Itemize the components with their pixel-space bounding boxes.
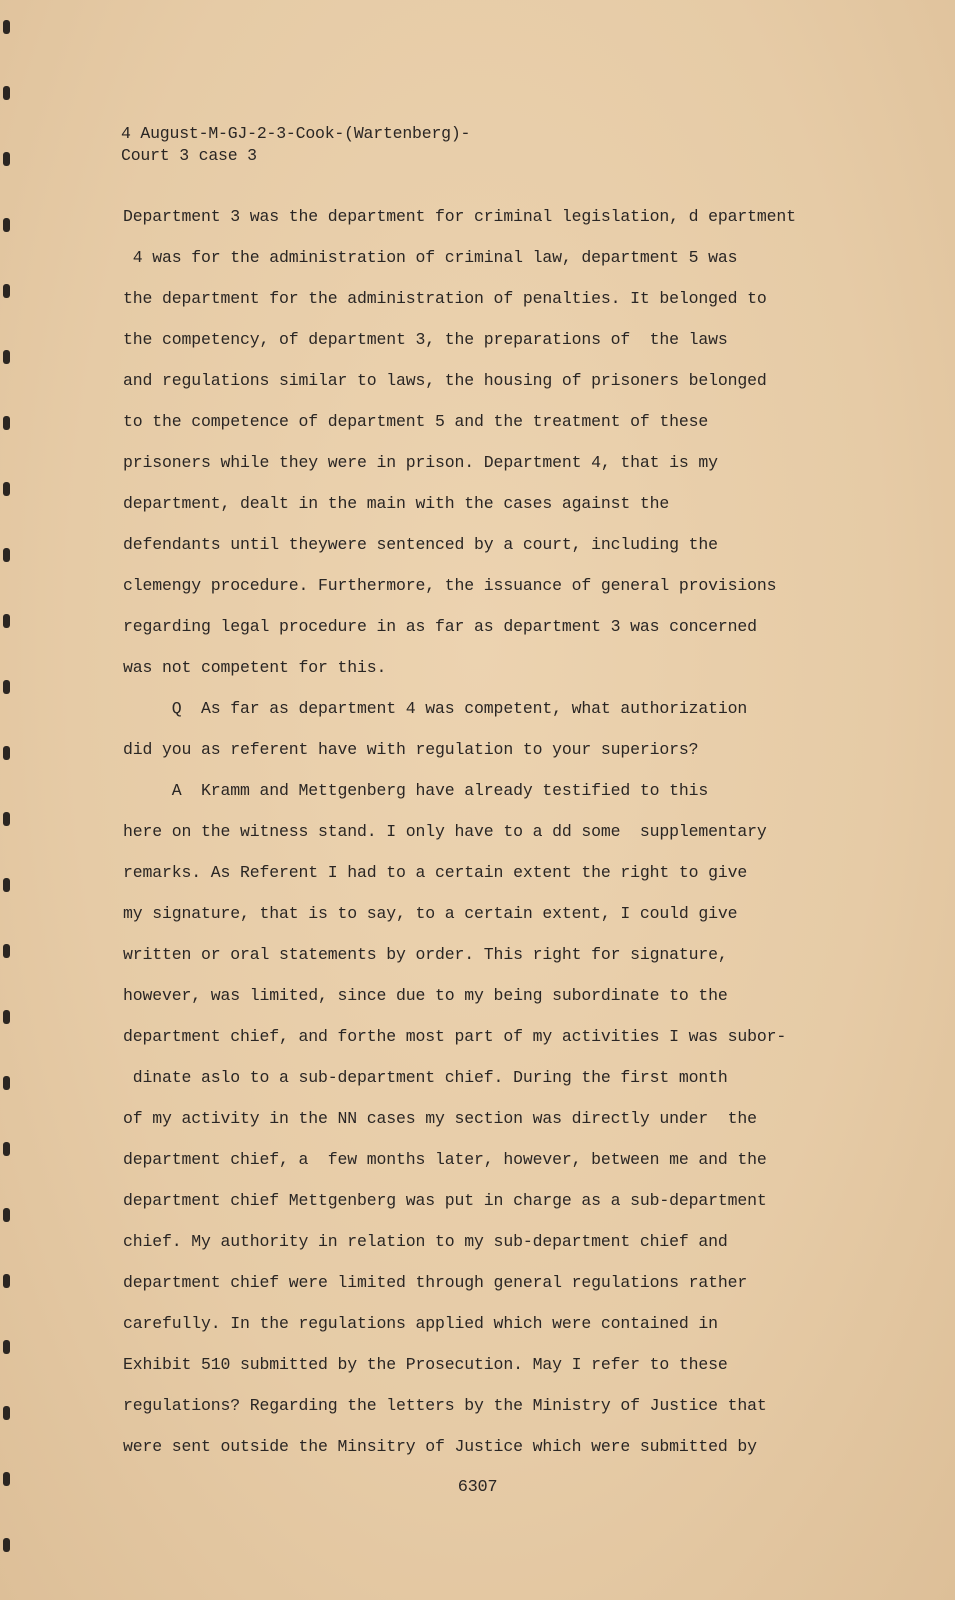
binding-hole: [3, 218, 10, 232]
text-line: department chief, a few months later, however, between me and the: [123, 1150, 767, 1169]
text-line: department chief, and forthe most part of my activities I was subor-: [123, 1027, 787, 1046]
binding-hole: [3, 878, 10, 892]
binding-hole: [3, 1274, 10, 1288]
text-line: department chief Mettgenberg was put in charge as a sub-department: [123, 1191, 767, 1210]
binding-hole: [3, 284, 10, 298]
binding-hole: [3, 944, 10, 958]
text-line: regarding legal procedure in as far as department 3 was concerned: [123, 617, 757, 636]
text-line: department, dealt in the main with the cases against the: [123, 494, 670, 513]
binding-hole: [3, 1406, 10, 1420]
text-line: was not competent for this.: [123, 658, 387, 677]
binding-hole: [3, 680, 10, 694]
text-line: however, was limited, since due to my being subordinate to the: [123, 986, 728, 1005]
binding-hole: [3, 746, 10, 760]
binding-hole: [3, 20, 10, 34]
header-session-line: 4 August-M-GJ-2-3-Cook-(Wartenberg)-: [121, 124, 471, 143]
text-line: remarks. As Referent I had to a certain extent the right to give: [123, 863, 748, 882]
text-line: the competency, of department 3, the preparations of the laws: [123, 330, 728, 349]
text-line: my signature, that is to say, to a certain extent, I could give: [123, 904, 738, 923]
text-line: regulations? Regarding the letters by the Ministry of Justice that: [123, 1396, 767, 1415]
page-number: 6307: [457, 1478, 498, 1497]
question-line: Q As far as department 4 was competent, what authorization: [123, 699, 748, 718]
transcript-body: [123, 205, 923, 1476]
binding-hole: [3, 350, 10, 364]
text-line: department chief were limited through general regulations rather: [123, 1273, 748, 1292]
binding-hole: [3, 812, 10, 826]
answer-line: A Kramm and Mettgenberg have already testified to this: [123, 781, 709, 800]
binding-hole: [3, 614, 10, 628]
text-line: written or oral statements by order. This right for signature,: [123, 945, 728, 964]
binding-hole: [3, 1538, 10, 1552]
binding-hole: [3, 86, 10, 100]
binding-hole: [3, 152, 10, 166]
text-line: here on the witness stand. I only have to a dd some supplementary: [123, 822, 767, 841]
binding-hole: [3, 1142, 10, 1156]
binding-hole: [3, 482, 10, 496]
binding-hole: [3, 1208, 10, 1222]
text-line: to the competence of department 5 and the treatment of these: [123, 412, 709, 431]
text-line: the department for the administration of penalties. It belonged to: [123, 289, 767, 308]
text-line: of my activity in the NN cases my section was directly under the: [123, 1109, 757, 1128]
text-line: defendants until theywere sentenced by a court, including the: [123, 535, 718, 554]
binding-hole: [3, 416, 10, 430]
text-line: and regulations similar to laws, the housing of prisoners belonged: [123, 371, 767, 390]
binding-hole: [3, 1076, 10, 1090]
text-line: clemengy procedure. Furthermore, the issuance of general provisions: [123, 576, 777, 595]
text-line: Exhibit 510 submitted by the Prosecution. May I refer to these: [123, 1355, 728, 1374]
text-line: were sent outside the Minsitry of Justice which were submitted by: [123, 1437, 757, 1456]
text-line: chief. My authority in relation to my sub-department chief and: [123, 1232, 728, 1251]
text-line: prisoners while they were in prison. Department 4, that is my: [123, 453, 718, 472]
binding-holes: [0, 0, 14, 1600]
text-line: carefully. In the regulations applied which were contained in: [123, 1314, 718, 1333]
text-line: dinate aslo to a sub-department chief. During the first month: [123, 1068, 728, 1087]
document-header: [121, 123, 470, 167]
text-line: did you as referent have with regulation to your superiors?: [123, 740, 699, 759]
binding-hole: [3, 1010, 10, 1024]
binding-hole: [3, 1340, 10, 1354]
header-court-line: Court 3 case 3: [121, 146, 257, 165]
binding-hole: [3, 548, 10, 562]
text-line: 4 was for the administration of criminal law, department 5 was: [123, 248, 738, 267]
text-line: Department 3 was the department for criminal legislation, d epartment: [123, 207, 796, 226]
